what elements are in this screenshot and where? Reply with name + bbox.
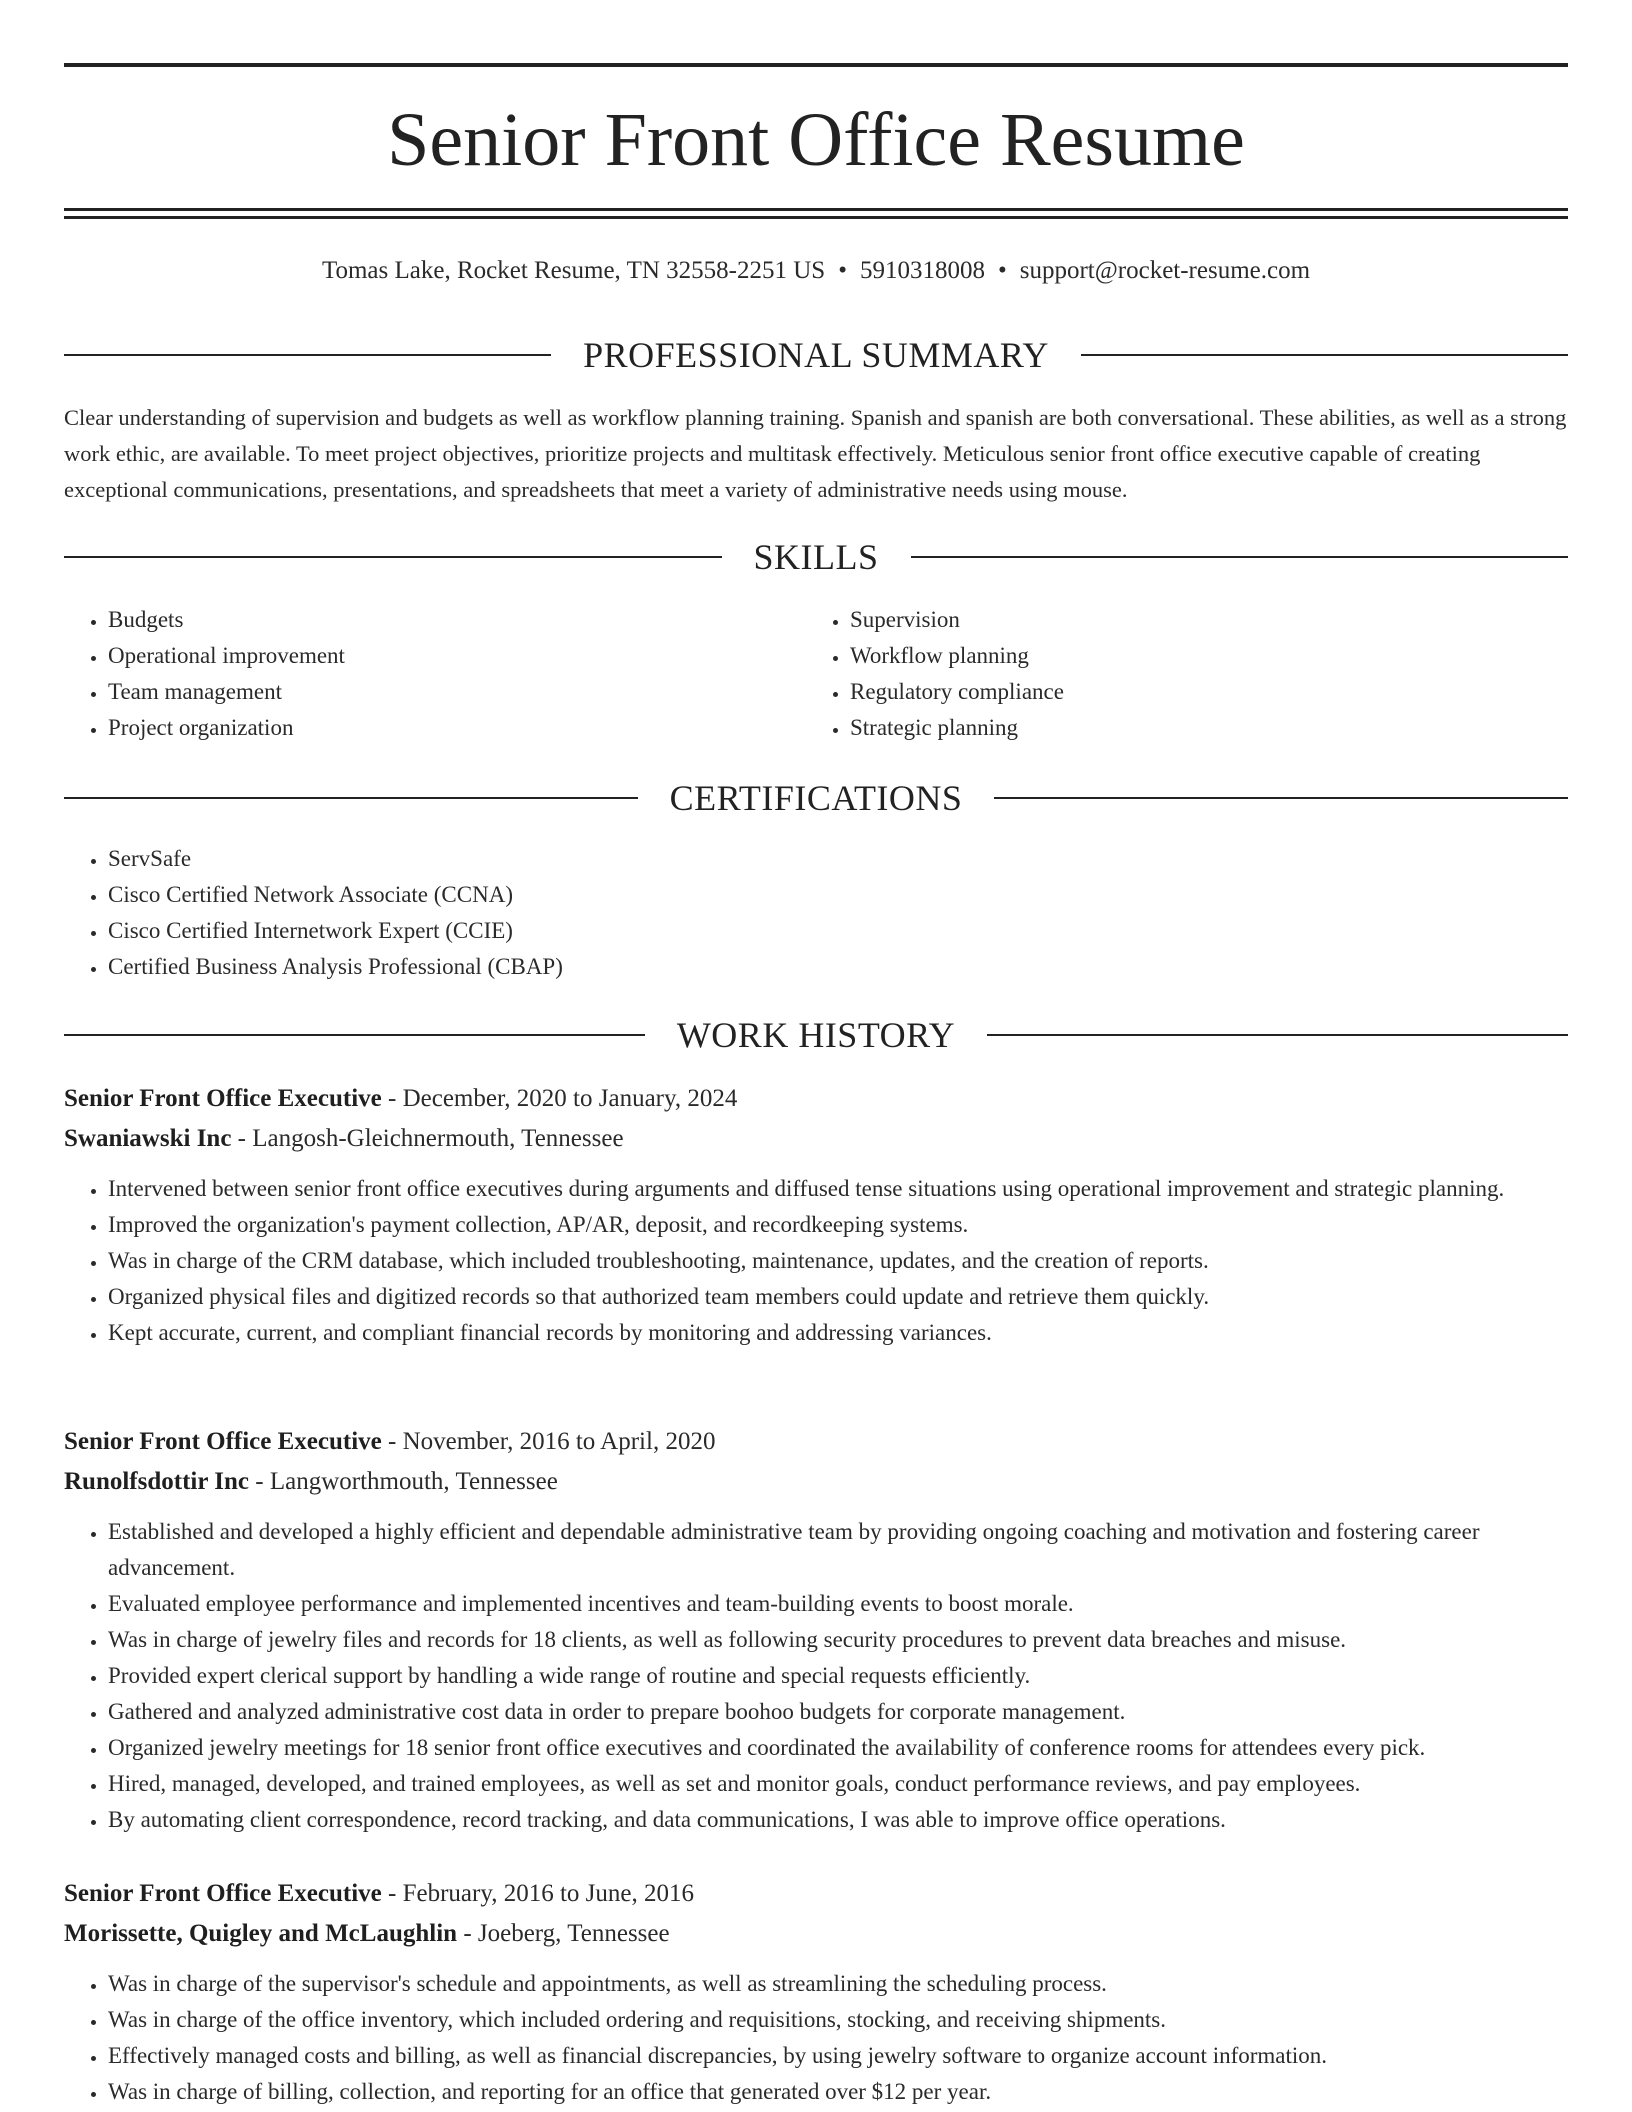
section-heading-certifications (64, 776, 1568, 820)
heading-rule (911, 556, 1569, 558)
job-bullet: • Hired, managed, developed, and trained employees, as well as set and monitor goals, conduct performance reviews, and pay employees. (108, 1766, 1568, 1802)
job-bullet: • Kept accurate, current, and compliant financial records by monitoring and addressing variances. (108, 1315, 1568, 1351)
skill-item: • Workflow planning (850, 638, 1546, 674)
resume-title: Senior Front Office Resume (387, 98, 1245, 182)
job-bullet: • Evaluated employee performance and implemented incentives and team-building events to boost morale. (108, 1586, 1568, 1622)
job-bullet: • By automating client correspondence, record tracking, and data communications, I was able to improve office operations. (108, 1802, 1568, 1838)
certifications-list (64, 841, 1568, 985)
skill-item: • Operational improvement (108, 638, 804, 674)
job-company-line (64, 1119, 1568, 1159)
heading-rule (64, 797, 638, 799)
contact-separator: • (838, 257, 847, 284)
job-bullet: • Was in charge of the CRM database, which included troubleshooting, maintenance, updates, and the creation of reports. (108, 1243, 1568, 1279)
job-bullets (64, 1966, 1568, 2110)
job-bullet: • Established and developed a highly efficient and dependable administrative team by providing ongoing coaching and motivation and fostering career advancement. (108, 1514, 1568, 1586)
job-title-line (64, 1422, 1568, 1462)
title-underline-rule-second (64, 216, 1568, 219)
heading-rule (987, 1034, 1568, 1036)
certification-item: • Cisco Certified Network Associate (CCNA) (108, 877, 1568, 913)
job-dates: - December, 2020 to January, 2024 (381, 1085, 738, 1112)
heading-rule (994, 797, 1568, 799)
skill-item: • Budgets (108, 602, 804, 638)
skills-column-right (806, 602, 1546, 746)
job-company-line (64, 1462, 1568, 1502)
certification-item: • Cisco Certified Internetwork Expert (CCIE) (108, 913, 1568, 949)
job-entry (64, 1874, 1568, 2110)
skill-item: • Team management (108, 674, 804, 710)
job-bullet: • Gathered and analyzed administrative cost data in order to prepare boohoo budgets for corporate management. (108, 1694, 1568, 1730)
job-company-line (64, 1914, 1568, 1954)
job-bullet: • Provided expert clerical support by handling a wide range of routine and special requests efficiently. (108, 1658, 1568, 1694)
skill-item: • Supervision (850, 602, 1546, 638)
job-bullet: • Was in charge of the supervisor's schedule and appointments, as well as streamlining the scheduling process. (108, 1966, 1568, 2002)
section-heading-label: SKILLS (753, 537, 879, 577)
section-heading-label: CERTIFICATIONS (669, 778, 963, 818)
skill-item: • Project organization (108, 710, 804, 746)
job-bullet: • Effectively managed costs and billing, as well as financial discrepancies, by using jewelry software to organize account information. (108, 2038, 1568, 2074)
job-bullet: • Organized physical files and digitized records so that authorized team members could update and retrieve them quickly. (108, 1279, 1568, 1315)
job-location: - Langworthmouth, Tennessee (249, 1468, 558, 1495)
section-heading-label: WORK HISTORY (676, 1015, 956, 1055)
skills-column-left (64, 602, 804, 746)
section-heading-work-history (64, 1013, 1568, 1057)
top-rule (64, 63, 1568, 67)
job-title: Senior Front Office Executive (64, 1085, 382, 1112)
heading-rule (64, 1034, 645, 1036)
skill-item: • Regulatory compliance (850, 674, 1546, 710)
title-underline-rule (64, 208, 1568, 211)
contact-phone: 5910318008 (859, 257, 985, 284)
job-entry (64, 1079, 1568, 1351)
job-entry (64, 1422, 1568, 1838)
heading-rule (1081, 354, 1568, 356)
job-dates: - November, 2016 to April, 2020 (381, 1428, 716, 1455)
job-bullet: • Was in charge of the office inventory, which included ordering and requisitions, stocking, and receiving shipments. (108, 2002, 1568, 2038)
heading-rule (64, 556, 722, 558)
heading-rule (64, 354, 551, 356)
section-heading-label: PROFESSIONAL SUMMARY (583, 335, 1049, 375)
summary-text: Clear understanding of supervision and budgets as well as workflow planning training. Spanish and spanish are both conversational. These abilities, as well as a strong work ethic, are available. To meet project objectives, prioritize projects and multitask effectively. Meticulous senior front office executive capable of creating exceptional communications, presentations, and spreadsheets that meet a variety of administrative needs using mouse. (64, 405, 1567, 502)
job-bullet: • Intervened between senior front office executives during arguments and diffused tense situations using operational improvement and strategic planning. (108, 1171, 1568, 1207)
job-bullet: • Improved the organization's payment collection, AP/AR, deposit, and recordkeeping systems. (108, 1207, 1568, 1243)
section-heading-summary (64, 333, 1568, 377)
contact-email: support@rocket-resume.com (1019, 257, 1311, 284)
job-title-line (64, 1079, 1568, 1119)
job-bullet: • Organized jewelry meetings for 18 senior front office executives and coordinated the availability of conference rooms for attendees every pick. (108, 1730, 1568, 1766)
job-location: - Langosh-Gleichnermouth, Tennessee (231, 1125, 624, 1152)
job-title-line (64, 1874, 1568, 1914)
job-bullet: • Was in charge of billing, collection, and reporting for an office that generated over $12 per year. (108, 2074, 1568, 2110)
job-company: Morissette, Quigley and McLaughlin (64, 1920, 458, 1947)
certification-item: • Certified Business Analysis Professional (CBAP) (108, 949, 1568, 985)
contact-line (64, 254, 1568, 288)
skill-item: • Strategic planning (850, 710, 1546, 746)
job-title: Senior Front Office Executive (64, 1428, 382, 1455)
certification-item: • ServSafe (108, 841, 1568, 877)
job-location: - Joeberg, Tennessee (457, 1920, 670, 1947)
contact-separator: • (997, 257, 1007, 284)
job-dates: - February, 2016 to June, 2016 (381, 1880, 694, 1907)
job-company: Runolfsdottir Inc (64, 1468, 249, 1495)
contact-address: Tomas Lake, Rocket Resume, TN 32558-2251 US (321, 257, 826, 284)
job-bullet: • Was in charge of jewelry files and records for 18 clients, as well as following security procedures to prevent data breaches and misuse. (108, 1622, 1568, 1658)
job-title: Senior Front Office Executive (64, 1880, 382, 1907)
job-bullets (64, 1514, 1568, 1838)
job-bullets (64, 1171, 1568, 1351)
section-heading-skills (64, 535, 1568, 579)
job-company: Swaniawski Inc (64, 1125, 232, 1152)
